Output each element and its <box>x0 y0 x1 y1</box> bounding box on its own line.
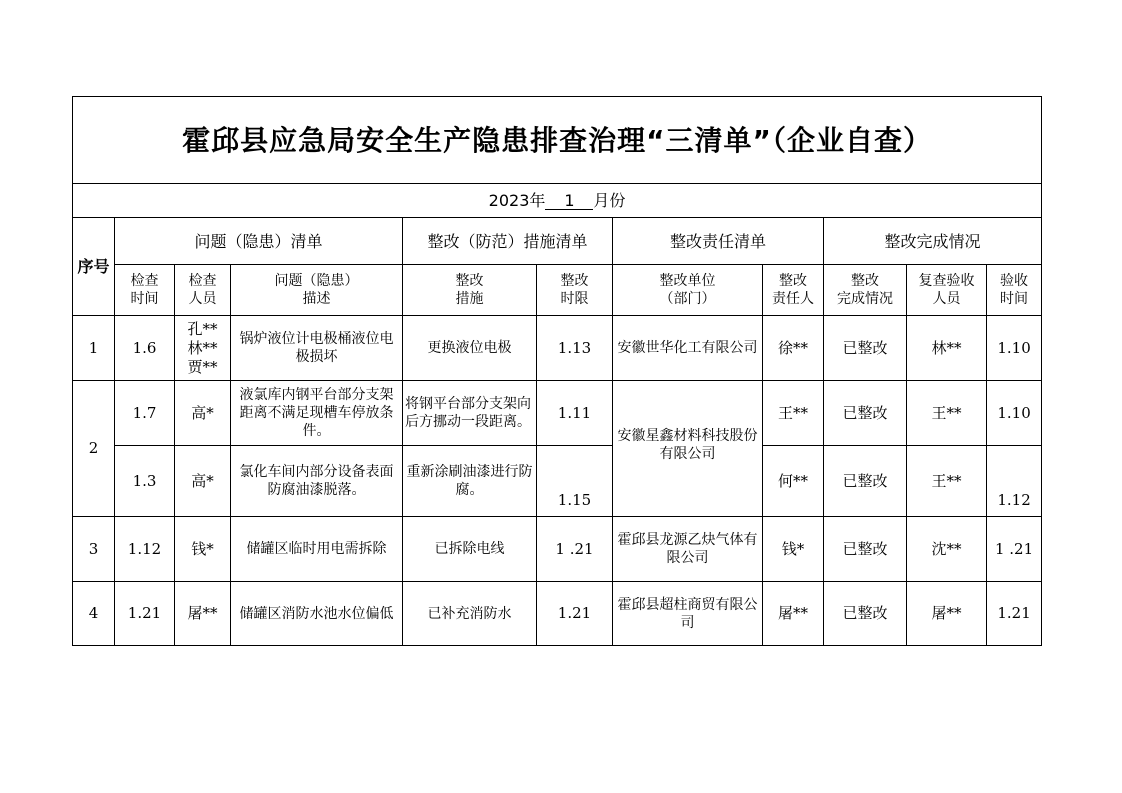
row-inspector: 钱* <box>175 517 231 582</box>
col-reviewer: 复查验收 人员 <box>907 265 987 316</box>
row-reviewer: 沈** <box>907 517 987 582</box>
month-value: 1 <box>545 192 593 210</box>
row-inspector: 孔** 林** 贾** <box>175 316 231 381</box>
row-problem: 储罐区临时用电需拆除 <box>231 517 403 582</box>
row-measure: 已拆除电线 <box>403 517 537 582</box>
row-measure: 更换液位电极 <box>403 316 537 381</box>
row-measure: 已补充消防水 <box>403 582 537 646</box>
hazard-checklist-table <box>72 96 1042 646</box>
row-accept-time: 1.10 <box>987 316 1042 381</box>
row-owner: 何** <box>763 446 824 517</box>
row-check-time: 1.3 <box>115 446 175 517</box>
row-problem: 氯化车间内部分设备表面防腐油漆脱落。 <box>231 446 403 517</box>
page-title: 霍邱县应急局安全生产隐患排查治理“三清单”（企业自查） <box>73 97 1042 184</box>
row-check-time: 1.21 <box>115 582 175 646</box>
header-seq: 序号 <box>73 218 115 316</box>
row-status: 已整改 <box>824 517 907 582</box>
row-status: 已整改 <box>824 316 907 381</box>
row-unit: 安徽世华化工有限公司 <box>613 316 763 381</box>
header-group-problems: 问题（隐患）清单 <box>115 218 403 265</box>
row-problem: 液氯库内钢平台部分支架距离不满足现槽车停放条件。 <box>231 381 403 446</box>
row-unit: 安徽星鑫材料科技股份有限公司 <box>613 381 763 517</box>
month-suffix: 月份 <box>593 191 626 210</box>
checklist-sheet <box>72 96 1041 646</box>
row-owner: 王** <box>763 381 824 446</box>
month-year: 2023年 <box>488 191 546 210</box>
row-seq: 2 <box>73 381 115 517</box>
row-measure: 将钢平台部分支架向后方挪动一段距离。 <box>403 381 537 446</box>
col-accept-time: 验收 时间 <box>987 265 1042 316</box>
row-check-time: 1.7 <box>115 381 175 446</box>
header-group-measures: 整改（防范）措施清单 <box>403 218 613 265</box>
col-status: 整改 完成情况 <box>824 265 907 316</box>
row-owner: 屠** <box>763 582 824 646</box>
table-row <box>73 517 1042 582</box>
col-deadline: 整改 时限 <box>537 265 613 316</box>
row-reviewer: 林** <box>907 316 987 381</box>
col-inspector: 检查 人员 <box>175 265 231 316</box>
row-inspector: 高* <box>175 381 231 446</box>
row-reviewer: 王** <box>907 381 987 446</box>
row-status: 已整改 <box>824 381 907 446</box>
header-group-completion: 整改完成情况 <box>824 218 1042 265</box>
table-row <box>73 582 1042 646</box>
col-problem: 问题（隐患） 描述 <box>231 265 403 316</box>
row-status: 已整改 <box>824 582 907 646</box>
row-deadline: 1 .21 <box>537 517 613 582</box>
col-measure: 整改 措施 <box>403 265 537 316</box>
row-owner: 钱* <box>763 517 824 582</box>
row-inspector: 高* <box>175 446 231 517</box>
col-owner: 整改 责任人 <box>763 265 824 316</box>
table-row <box>73 381 1042 446</box>
row-unit: 霍邱县超柱商贸有限公司 <box>613 582 763 646</box>
table-row <box>73 316 1042 381</box>
col-unit: 整改单位 （部门） <box>613 265 763 316</box>
row-owner: 徐** <box>763 316 824 381</box>
row-seq: 4 <box>73 582 115 646</box>
table-row <box>73 446 1042 517</box>
row-reviewer: 屠** <box>907 582 987 646</box>
month-line <box>73 184 1042 218</box>
row-seq: 1 <box>73 316 115 381</box>
col-check-time: 检查 时间 <box>115 265 175 316</box>
row-deadline: 1.21 <box>537 582 613 646</box>
row-deadline: 1.11 <box>537 381 613 446</box>
row-check-time: 1.12 <box>115 517 175 582</box>
header-group-responsibility: 整改责任清单 <box>613 218 824 265</box>
row-unit: 霍邱县龙源乙炔气体有限公司 <box>613 517 763 582</box>
row-accept-time: 1 .21 <box>987 517 1042 582</box>
row-accept-time: 1.12 <box>987 446 1042 517</box>
row-status: 已整改 <box>824 446 907 517</box>
row-deadline: 1.13 <box>537 316 613 381</box>
row-deadline: 1.15 <box>537 446 613 517</box>
row-accept-time: 1.10 <box>987 381 1042 446</box>
row-problem: 储罐区消防水池水位偏低 <box>231 582 403 646</box>
row-problem: 锅炉液位计电极桶液位电极损坏 <box>231 316 403 381</box>
row-seq: 3 <box>73 517 115 582</box>
row-inspector: 屠** <box>175 582 231 646</box>
row-measure: 重新涂刷油漆进行防腐。 <box>403 446 537 517</box>
row-accept-time: 1.21 <box>987 582 1042 646</box>
row-check-time: 1.6 <box>115 316 175 381</box>
row-reviewer: 王** <box>907 446 987 517</box>
